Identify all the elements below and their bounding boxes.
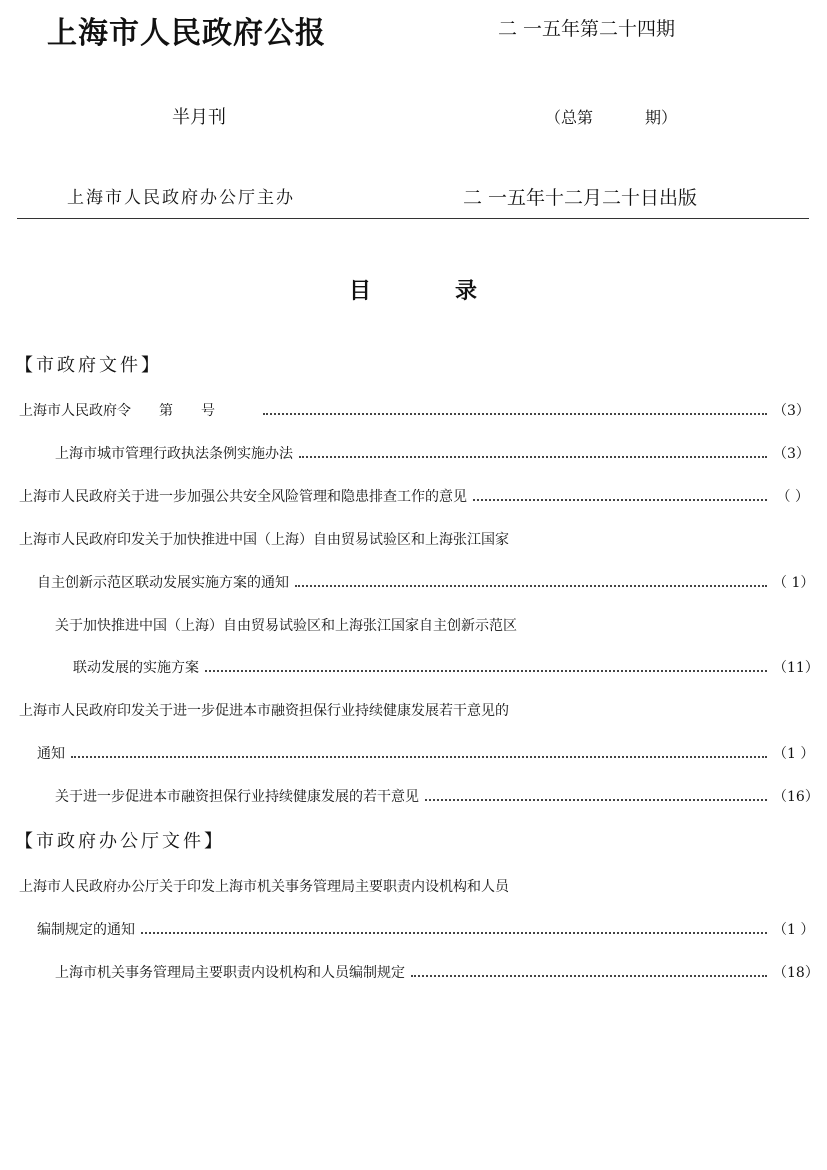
entry-text: 上海市人民政府令 第 号: [19, 403, 215, 419]
toc-entry[interactable]: [19, 487, 809, 507]
toc-entry[interactable]: [73, 658, 819, 678]
publication-frequency: 半月刊: [172, 107, 226, 128]
toc-entry[interactable]: [37, 744, 815, 764]
entry-text: 上海市人民政府关于进一步加强公共安全风险管理和隐患排查工作的意见: [19, 489, 467, 505]
leader-dots: [299, 456, 767, 458]
total-issue-suffix: 期）: [645, 108, 678, 127]
leader-dots: [263, 413, 767, 415]
toc-entry[interactable]: [37, 920, 815, 940]
page-number: （1 ）: [773, 746, 815, 762]
publication-date: 二 一五年十二月二十日出版: [463, 187, 698, 209]
leader-dots: [71, 756, 767, 758]
total-issue-number: [545, 104, 695, 132]
toc-entry[interactable]: [37, 573, 815, 593]
page-number: （1 ）: [773, 922, 815, 938]
leader-dots: [473, 499, 767, 501]
leader-dots: [295, 585, 767, 587]
section-heading: 【市政府文件】: [15, 355, 162, 376]
total-issue-prefix: （总第: [545, 108, 594, 127]
entry-text: 通知: [37, 746, 65, 762]
leader-dots: [205, 670, 767, 672]
leader-dots: [411, 975, 767, 977]
page-number: （3）: [773, 403, 810, 419]
toc-title-part1: 目: [349, 278, 372, 304]
toc-entry-line[interactable]: 上海市人民政府印发关于进一步促进本市融资担保行业持续健康发展若干意见的: [19, 703, 509, 719]
header-divider: [17, 218, 809, 219]
entry-text: 上海市城市管理行政执法条例实施办法: [55, 446, 293, 462]
leader-dots: [141, 932, 767, 934]
toc-title: [0, 276, 827, 306]
publication-title: 上海市人民政府公报: [47, 16, 326, 51]
section-heading: 【市政府办公厅文件】: [15, 831, 225, 852]
entry-text: 关于进一步促进本市融资担保行业持续健康发展的若干意见: [55, 789, 419, 805]
leader-dots: [425, 799, 767, 801]
sponsor-line: 上海市人民政府办公厅主办: [67, 188, 295, 208]
toc-entry-line[interactable]: 关于加快推进中国（上海）自由贸易试验区和上海张江国家自主创新示范区: [55, 618, 517, 634]
page-number: （11）: [773, 660, 819, 676]
entry-text: 联动发展的实施方案: [73, 660, 199, 676]
toc-entry[interactable]: [55, 963, 819, 983]
entry-text: 自主创新示范区联动发展实施方案的通知: [37, 575, 289, 591]
page-number: （ ）: [776, 489, 809, 505]
toc-entry[interactable]: [19, 401, 809, 421]
page-number: （ 1）: [773, 575, 815, 591]
page-number: （3）: [773, 446, 810, 462]
toc-entry-line[interactable]: 上海市人民政府办公厅关于印发上海市机关事务管理局主要职责内设机构和人员: [19, 879, 509, 895]
issue-number: 二 一五年第二十四期: [498, 18, 676, 40]
toc-entry-line[interactable]: 上海市人民政府印发关于加快推进中国（上海）自由贸易试验区和上海张江国家: [19, 532, 509, 548]
toc-entry[interactable]: [55, 787, 819, 807]
page-number: （18）: [773, 965, 819, 981]
page-number: （16）: [773, 789, 819, 805]
toc-title-part2: 录: [455, 278, 478, 304]
toc-entry[interactable]: [55, 444, 809, 464]
entry-text: 上海市机关事务管理局主要职责内设机构和人员编制规定: [55, 965, 405, 981]
entry-text: 编制规定的通知: [37, 922, 135, 938]
